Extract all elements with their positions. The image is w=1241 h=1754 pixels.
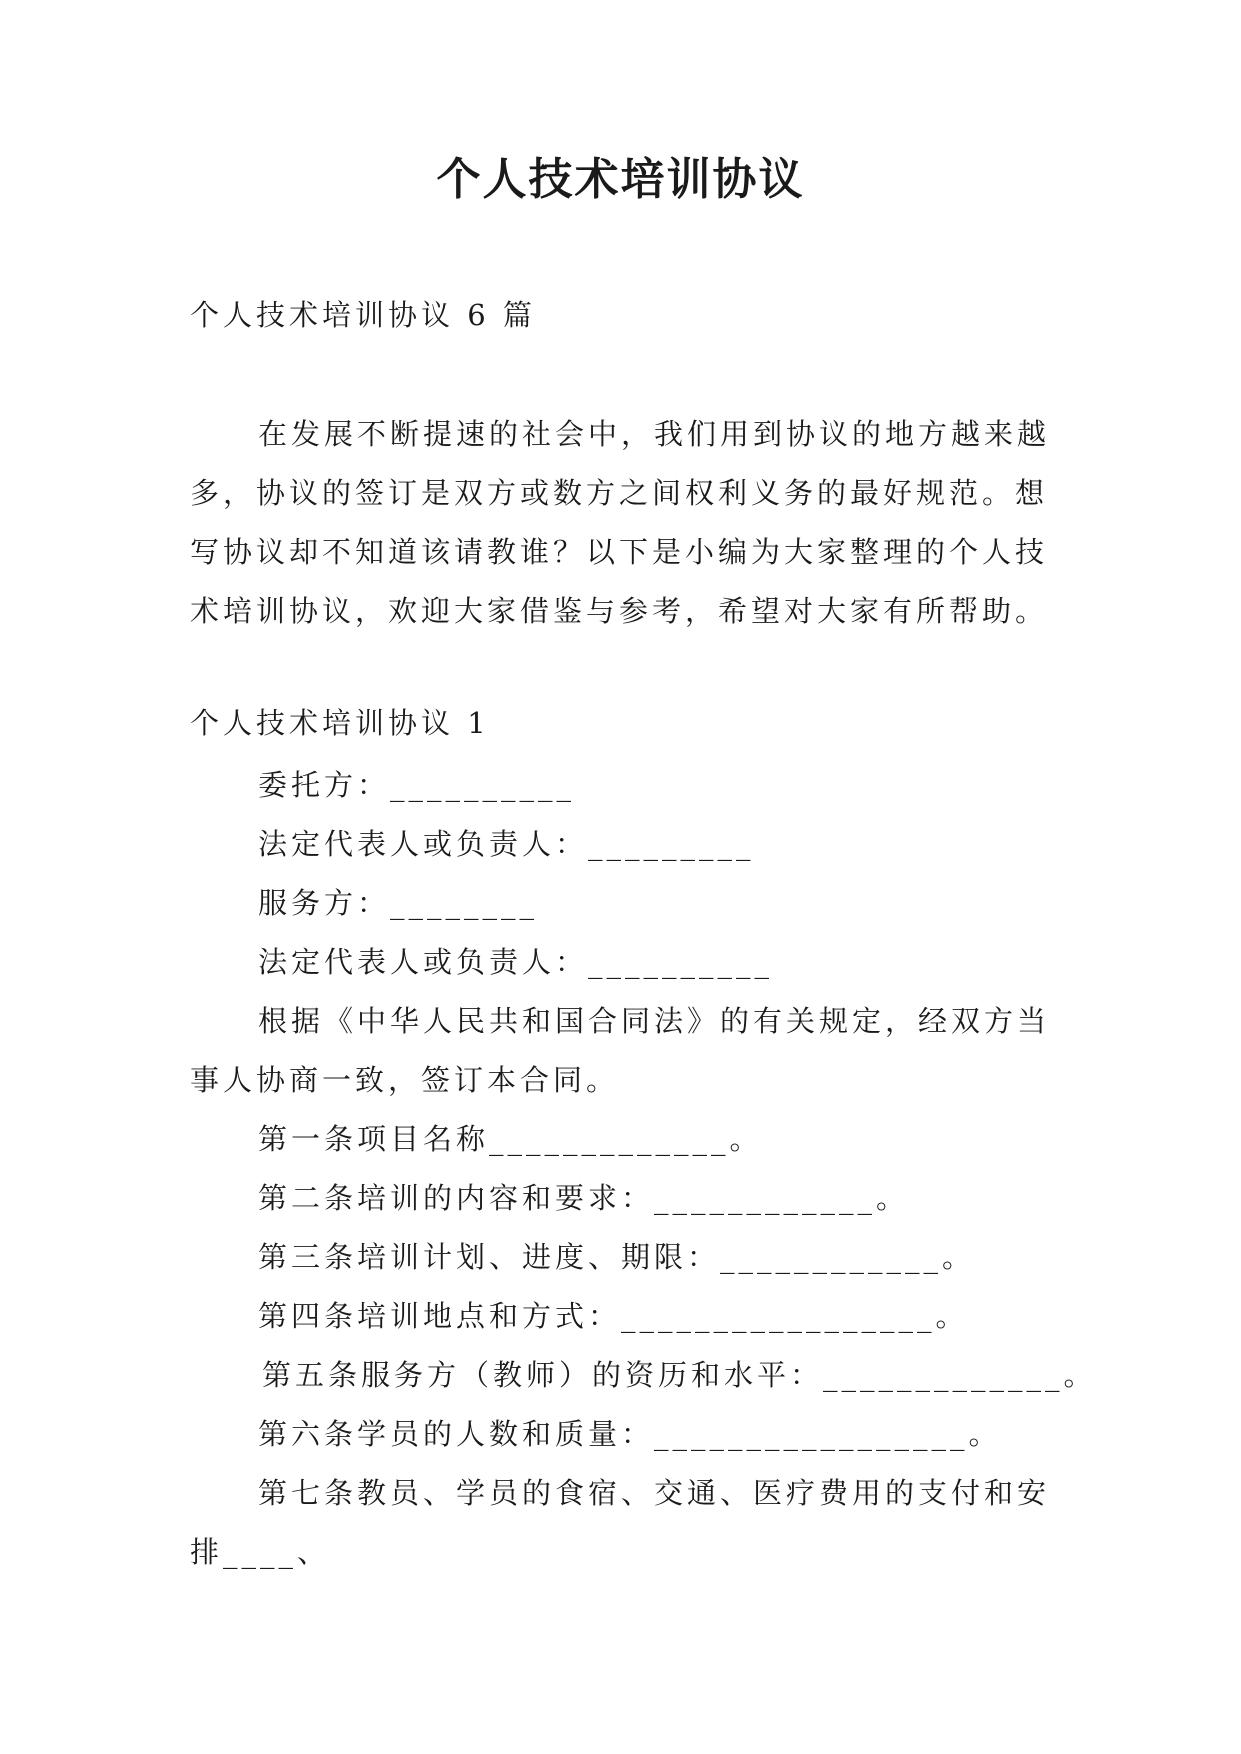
clause-6: 第六条学员的人数和质量：_________________。 (258, 1417, 1002, 1451)
agreement-body (190, 756, 1097, 1582)
provider-representative-field: 法定代表人或负责人：__________ (258, 945, 774, 979)
basis-paragraph: 根据《中华人民共和国合同法》的有关规定，经双方当事人协商一致，签订本合同。 (190, 1004, 1051, 1097)
clause-4: 第四条培训地点和方式：_________________。 (258, 1299, 969, 1333)
clause-5: 第五条服务方（教师）的资历和水平：_____________。 (262, 1358, 1097, 1392)
provider-field: 服务方：________ (258, 886, 539, 920)
client-representative-field: 法定代表人或负责人：_________ (258, 827, 755, 861)
section-heading: 个人技术培训协议 1 (190, 706, 490, 740)
clause-7: 第七条教员、学员的食宿、交通、医疗费用的支付和安排____、 (190, 1476, 1051, 1569)
clause-1: 第一条项目名称_____________。 (258, 1122, 763, 1156)
client-field: 委托方：__________ (258, 768, 576, 802)
intro-paragraph: 在发展不断提速的社会中，我们用到协议的地方越来越多，协议的签订是双方或数方之间权利义务的最好规范。想写协议却不知道该请教谁？以下是小编为大家整理的个人技术培训协议，欢迎大家借鉴与参考，希望对大家有所帮助。 (190, 417, 1051, 628)
document-subtitle: 个人技术培训协议 6 篇 (190, 298, 536, 332)
document-title: 个人技术培训协议 (436, 154, 805, 205)
clause-2: 第二条培训的内容和要求：____________。 (258, 1181, 910, 1215)
clause-3: 第三条培训计划、进度、期限：____________。 (258, 1240, 976, 1274)
